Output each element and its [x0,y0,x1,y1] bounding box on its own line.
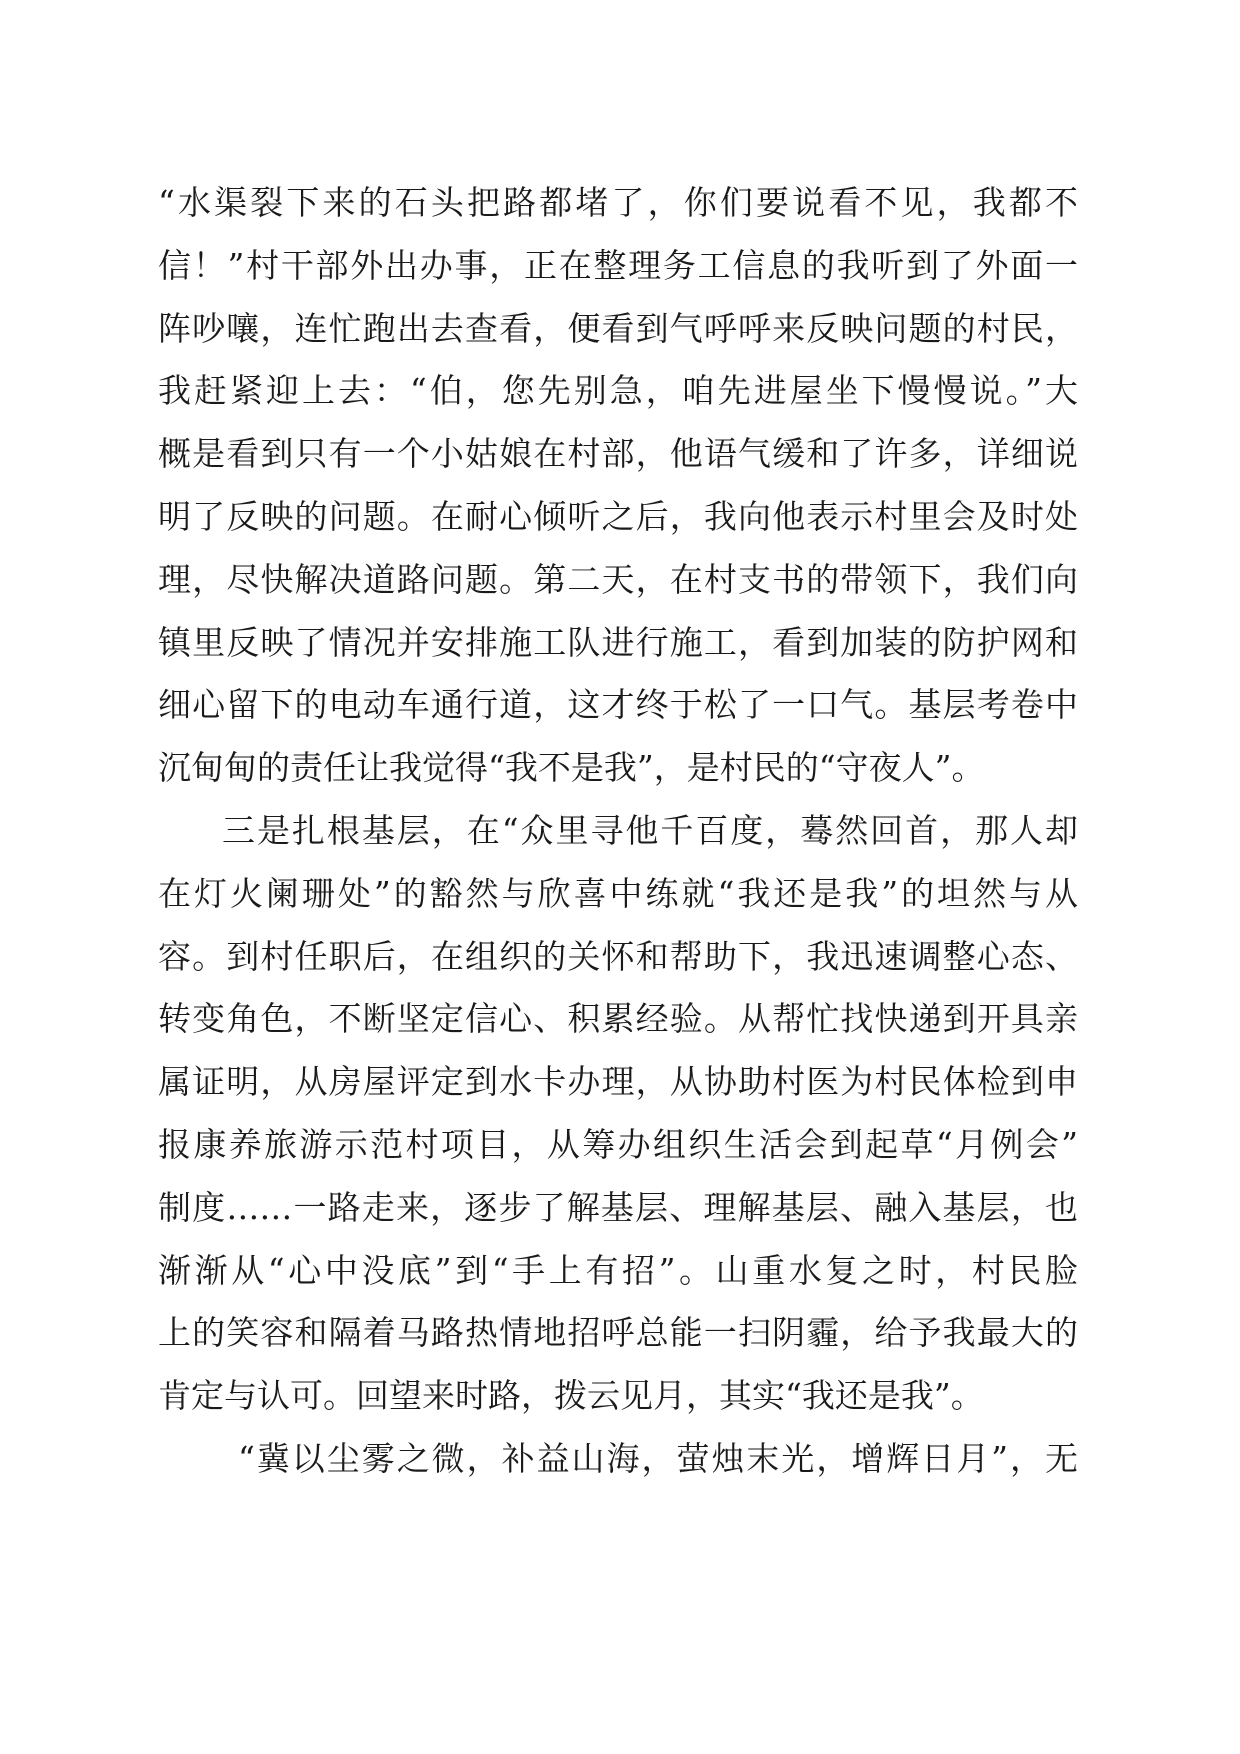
text-line-5: 概是看到只有一个小姑娘在村部，他语气缓和了许多，详细说 [158,434,1078,474]
text-line-7: 理，尽快解决道路问题。第二天，在村支书的带领下，我们向 [158,559,1078,599]
text-line-2: 信！”村干部外出办事，正在整理务工信息的我听到了外面一 [158,245,1078,285]
text-line-15: 属证明，从房屋评定到水卡办理，从协助村医为村民体检到申 [158,1062,1078,1102]
text-line-14: 转变角色，不断坚定信心、积累经验。从帮忙找快递到开具亲 [158,999,1078,1039]
text-line-10: 沉甸甸的责任让我觉得“我不是我”，是村民的“守夜人”。 [158,748,985,788]
text-line-12: 在灯火阑珊处”的豁然与欣喜中练就“我还是我”的坦然与从 [158,873,1078,913]
text-line-3: 阵吵嚷，连忙跑出去查看，便看到气呼呼来反映问题的村民， [158,308,1078,348]
text-line-1: “水渠裂下来的石头把路都堵了，你们要说看不见，我都不 [158,183,1078,222]
text-line-8: 镇里反映了情况并安排施工队进行施工，看到加装的防护网和 [158,622,1078,662]
text-line-21: “冀以尘雾之微，补益山海，萤烛末光，增辉日月”，无 [238,1438,1078,1478]
text-line-20: 肯定与认可。回望来时路，拨云见月，其实“我还是我”。 [158,1376,984,1416]
text-line-4: 我赶紧迎上去：“伯，您先别急，咱先进屋坐下慢慢说。”大 [158,371,1078,411]
text-line-16: 报康养旅游示范村项目，从筹办组织生活会到起草“月例会” [158,1124,1078,1164]
text-line-11: 三是扎根基层，在“众里寻他千百度，蓦然回首，那人却 [222,810,1078,850]
text-line-17: 制度……一路走来，逐步了解基层、理解基层、融入基层，也 [158,1187,1078,1227]
text-line-19: 上的笑容和隔着马路热情地招呼总能一扫阴霾，给予我最大的 [158,1313,1078,1353]
text-line-9: 细心留下的电动车通行道，这才终于松了一口气。基层考卷中 [158,685,1078,725]
text-line-13: 容。到村任职后，在组织的关怀和帮助下，我迅速调整心态、 [158,936,1078,976]
text-line-18: 渐渐从“心中没底”到“手上有招”。山重水复之时，村民脸 [158,1250,1078,1290]
body-text [158,172,1078,1491]
text-line-6: 明了反映的问题。在耐心倾听之后，我向他表示村里会及时处 [158,496,1078,536]
